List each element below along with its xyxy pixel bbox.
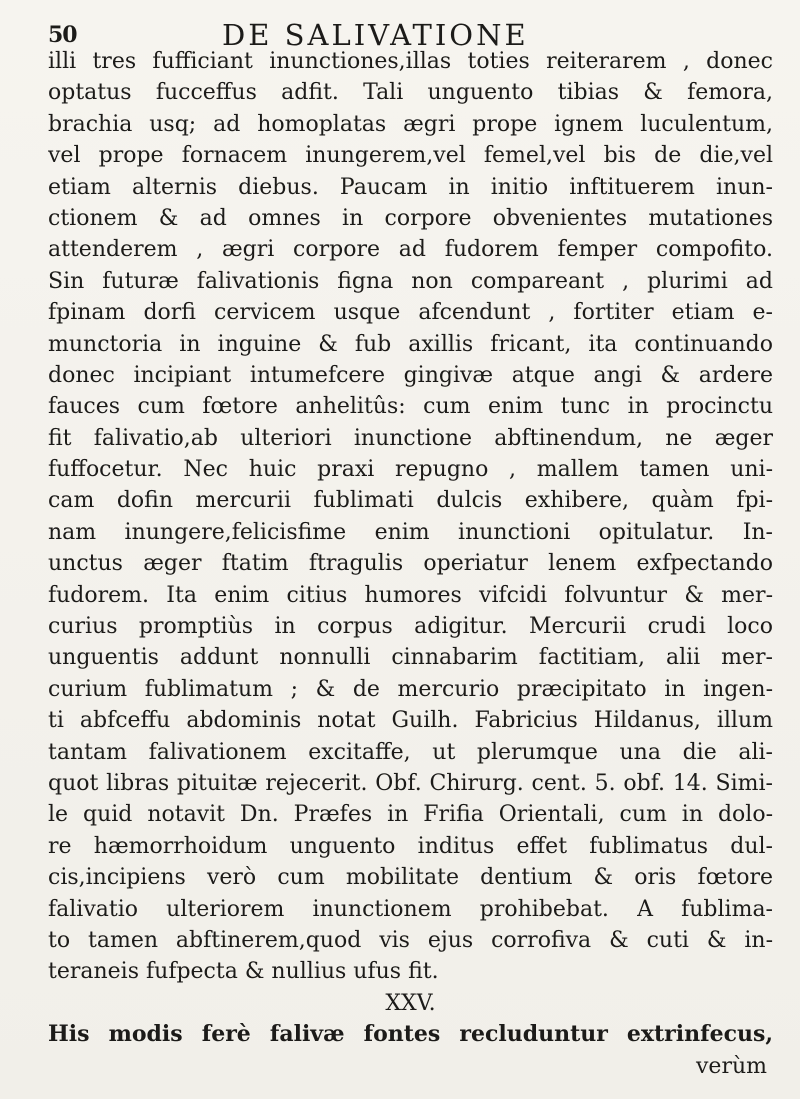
catchword: verùm <box>696 1053 767 1079</box>
text-line: donec incipiant intumefcere gingivæ atque angi & ardere <box>48 362 773 388</box>
text-line: fudorem. Ita enim citius humores vifcidi folvuntur & mer- <box>48 582 773 608</box>
text-line: le quid notavit Dn. Præfes in Frifia Orientali, cum in dolo- <box>48 802 773 828</box>
text-line: vel prope fornacem inungerem,vel femel,vel bis de die,vel <box>48 143 773 169</box>
body-text <box>48 46 773 1082</box>
running-head: DE SALIVATIONE <box>222 18 529 52</box>
text-line: ti abfceffu abdominis notat Guilh. Fabricius Hildanus, illum <box>48 708 773 734</box>
text-line: Sin futuræ falivationis figna non compareant , plurimi ad <box>48 268 773 294</box>
text-line: cis,incipiens verò cum mobilitate dentium & oris fœtore <box>48 865 773 891</box>
text-line: teraneis fufpecta & nullius ufus fit. <box>48 959 439 985</box>
text-line: munctoria in inguine & fub axillis fricant, ita continuando <box>48 331 773 357</box>
section-first-line: His modis ferè falivæ fontes recluduntur extrinfecus, <box>48 1021 773 1048</box>
text-line: ctionem & ad omnes in corpore obvenientes mutationes <box>48 205 773 231</box>
text-line: brachia usq; ad homoplatas ægri prope ignem luculentum, <box>48 111 773 137</box>
text-line: unctus æger ftatim ftragulis operiatur lenem exfpectando <box>48 551 773 577</box>
text-line: optatus fucceffus adfit. Tali unguento tibias & femora, <box>48 80 773 106</box>
page-number: 50 <box>48 22 77 48</box>
text-line: curius promptiùs in corpus adigitur. Mercurii crudi loco <box>48 614 773 640</box>
text-line: fauces cum fœtore anhelitûs: cum enim tunc in procinctu <box>48 394 773 420</box>
text-line: re hæmorrhoidum unguento inditus effet fublimatus dul- <box>48 833 773 859</box>
text-line: cam dofin mercurii fublimati dulcis exhibere, quàm fpi- <box>48 488 773 514</box>
text-line: falivatio ulteriorem inunctionem prohibebat. A fublima- <box>48 896 773 922</box>
text-line: curium fublimatum ; & de mercurio præcipitato in ingen- <box>48 676 773 702</box>
text-line: unguentis addunt nonnulli cinnabarim factitiam, alii mer- <box>48 645 773 671</box>
text-line: fit falivatio,ab ulteriori inunctione abftinendum, ne æger <box>48 425 773 451</box>
section-number: XXV. <box>385 990 436 1016</box>
text-line: illi tres fufficiant inunctiones,illas toties reiterarem , donec <box>48 49 773 74</box>
text-line: attenderem , ægri corpore ad fudorem femper compofito. <box>48 237 773 263</box>
text-line: nam inungere,felicisfime enim inunctioni opitulatur. In- <box>48 519 773 545</box>
text-line: fuffocetur. Nec huic praxi repugno , mallem tamen uni- <box>48 457 773 483</box>
text-line: to tamen abftinerem,quod vis ejus corrofiva & cuti & in- <box>48 927 773 953</box>
text-line: quot libras pituitæ rejecerit. Obf. Chirurg. cent. 5. obf. 14. Simi- <box>48 770 773 796</box>
text-line: tantam falivationem excitaffe, ut plerumque una die ali- <box>48 739 773 765</box>
text-line: etiam alternis diebus. Paucam in initio inftituerem inun- <box>48 174 773 200</box>
text-line: fpinam dorfi cervicem usque afcendunt , fortiter etiam e- <box>48 300 773 326</box>
